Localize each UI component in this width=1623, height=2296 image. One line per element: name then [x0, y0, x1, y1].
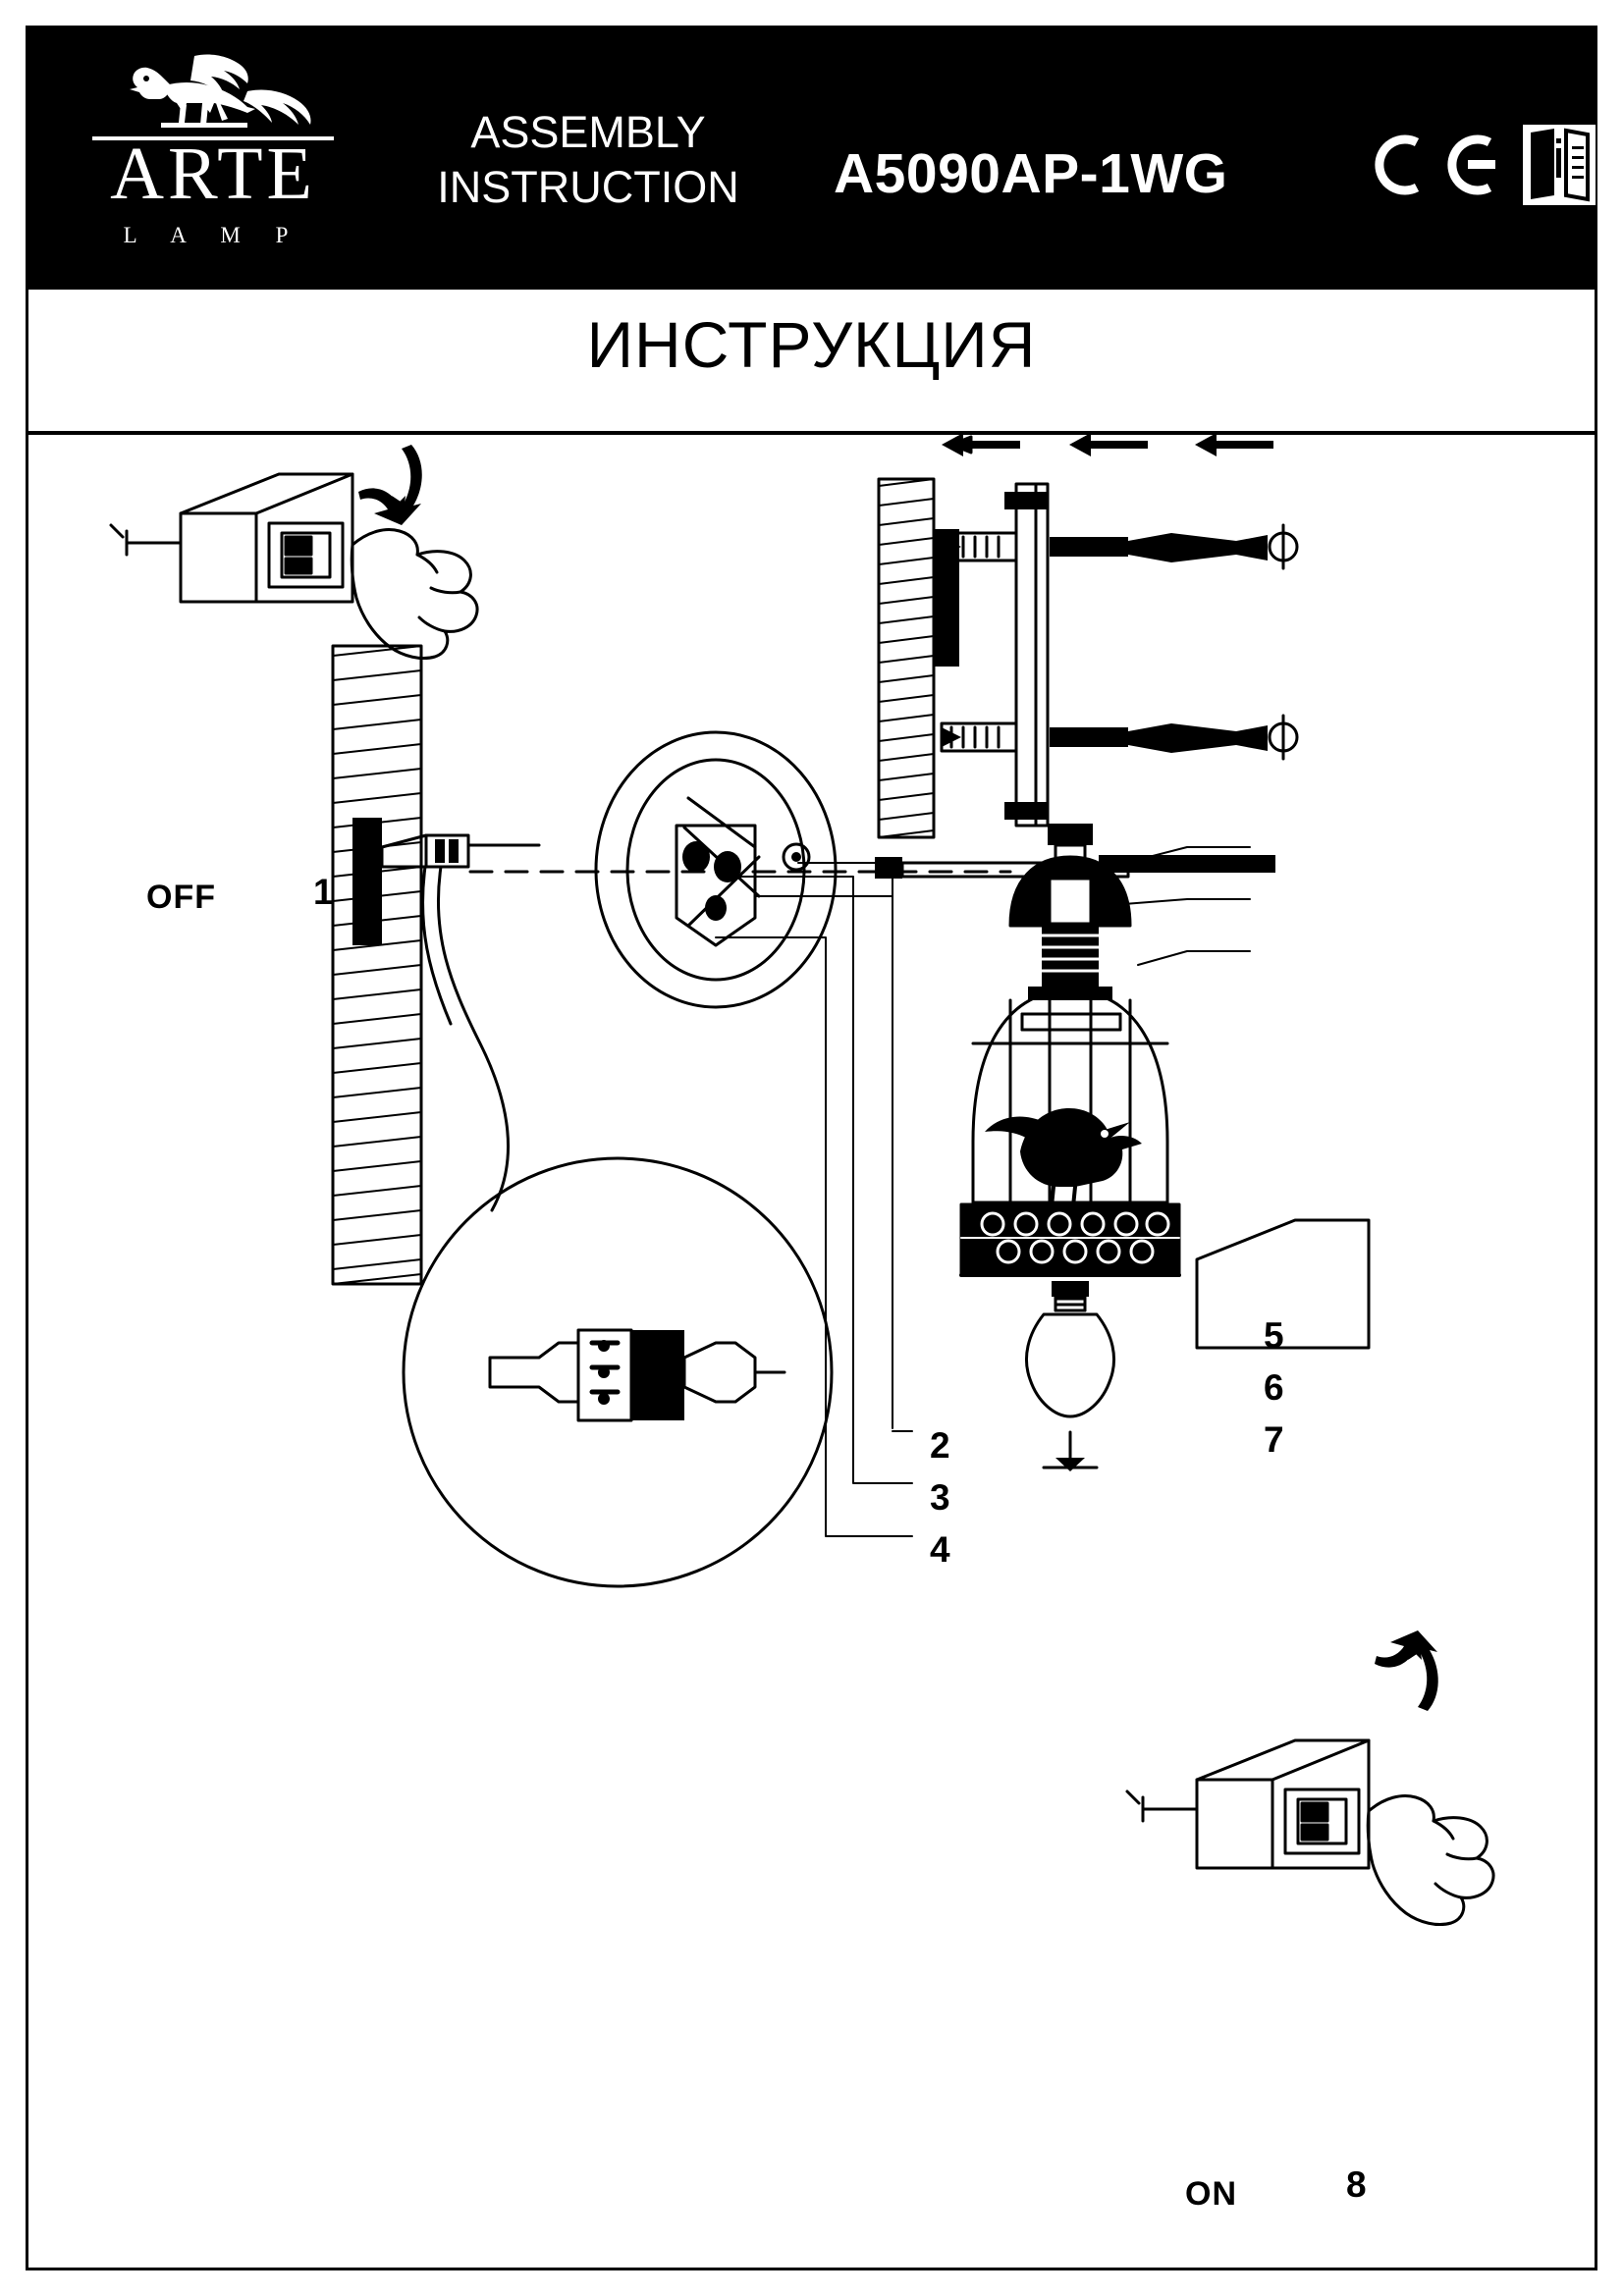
wiring-detail-callout [404, 1158, 832, 1586]
switch-off-label: OFF [146, 879, 216, 916]
brand-logo [82, 50, 343, 286]
header-band [28, 28, 1595, 290]
birdcage-shade [961, 824, 1250, 1275]
diagram-artwork [28, 435, 1595, 2270]
callout-6: 6 [1264, 1367, 1284, 1408]
header-title-line1: ASSEMBLY [470, 107, 706, 157]
base-plate-assembly [470, 732, 1275, 1536]
callout-5: 5 [1264, 1315, 1284, 1356]
step1-switch-off [111, 445, 477, 659]
callout-2: 2 [930, 1425, 950, 1466]
header-title [392, 105, 784, 216]
ce-mark-icon [1374, 131, 1501, 199]
model-number: A5090AP-1WG [834, 142, 1228, 205]
brand-subname: L A M P [123, 223, 303, 247]
griffin-logo-icon [100, 52, 326, 134]
callout-1: 1 [313, 872, 334, 912]
light-bulb [1026, 1281, 1113, 1471]
step8-switch-on [1127, 1220, 1493, 1925]
header-title-line2: INSTRUCTION [437, 162, 739, 213]
assembly-diagram [28, 435, 1595, 2270]
callout-8: 8 [1346, 2164, 1367, 2205]
read-manual-icon [1521, 123, 1597, 207]
callout-7: 7 [1264, 1419, 1284, 1460]
brand-name: ARTE [110, 133, 316, 215]
wall-surface [333, 646, 421, 1284]
switch-on-label: ON [1185, 2175, 1237, 2213]
terminal-block-wall [382, 835, 539, 1210]
page-title: ИНСТРУКЦИЯ [586, 308, 1037, 381]
callout-3: 3 [930, 1477, 950, 1518]
wall-bracket-mounting [879, 435, 1297, 837]
subtitle-band [28, 290, 1595, 435]
callout-4: 4 [930, 1529, 950, 1570]
